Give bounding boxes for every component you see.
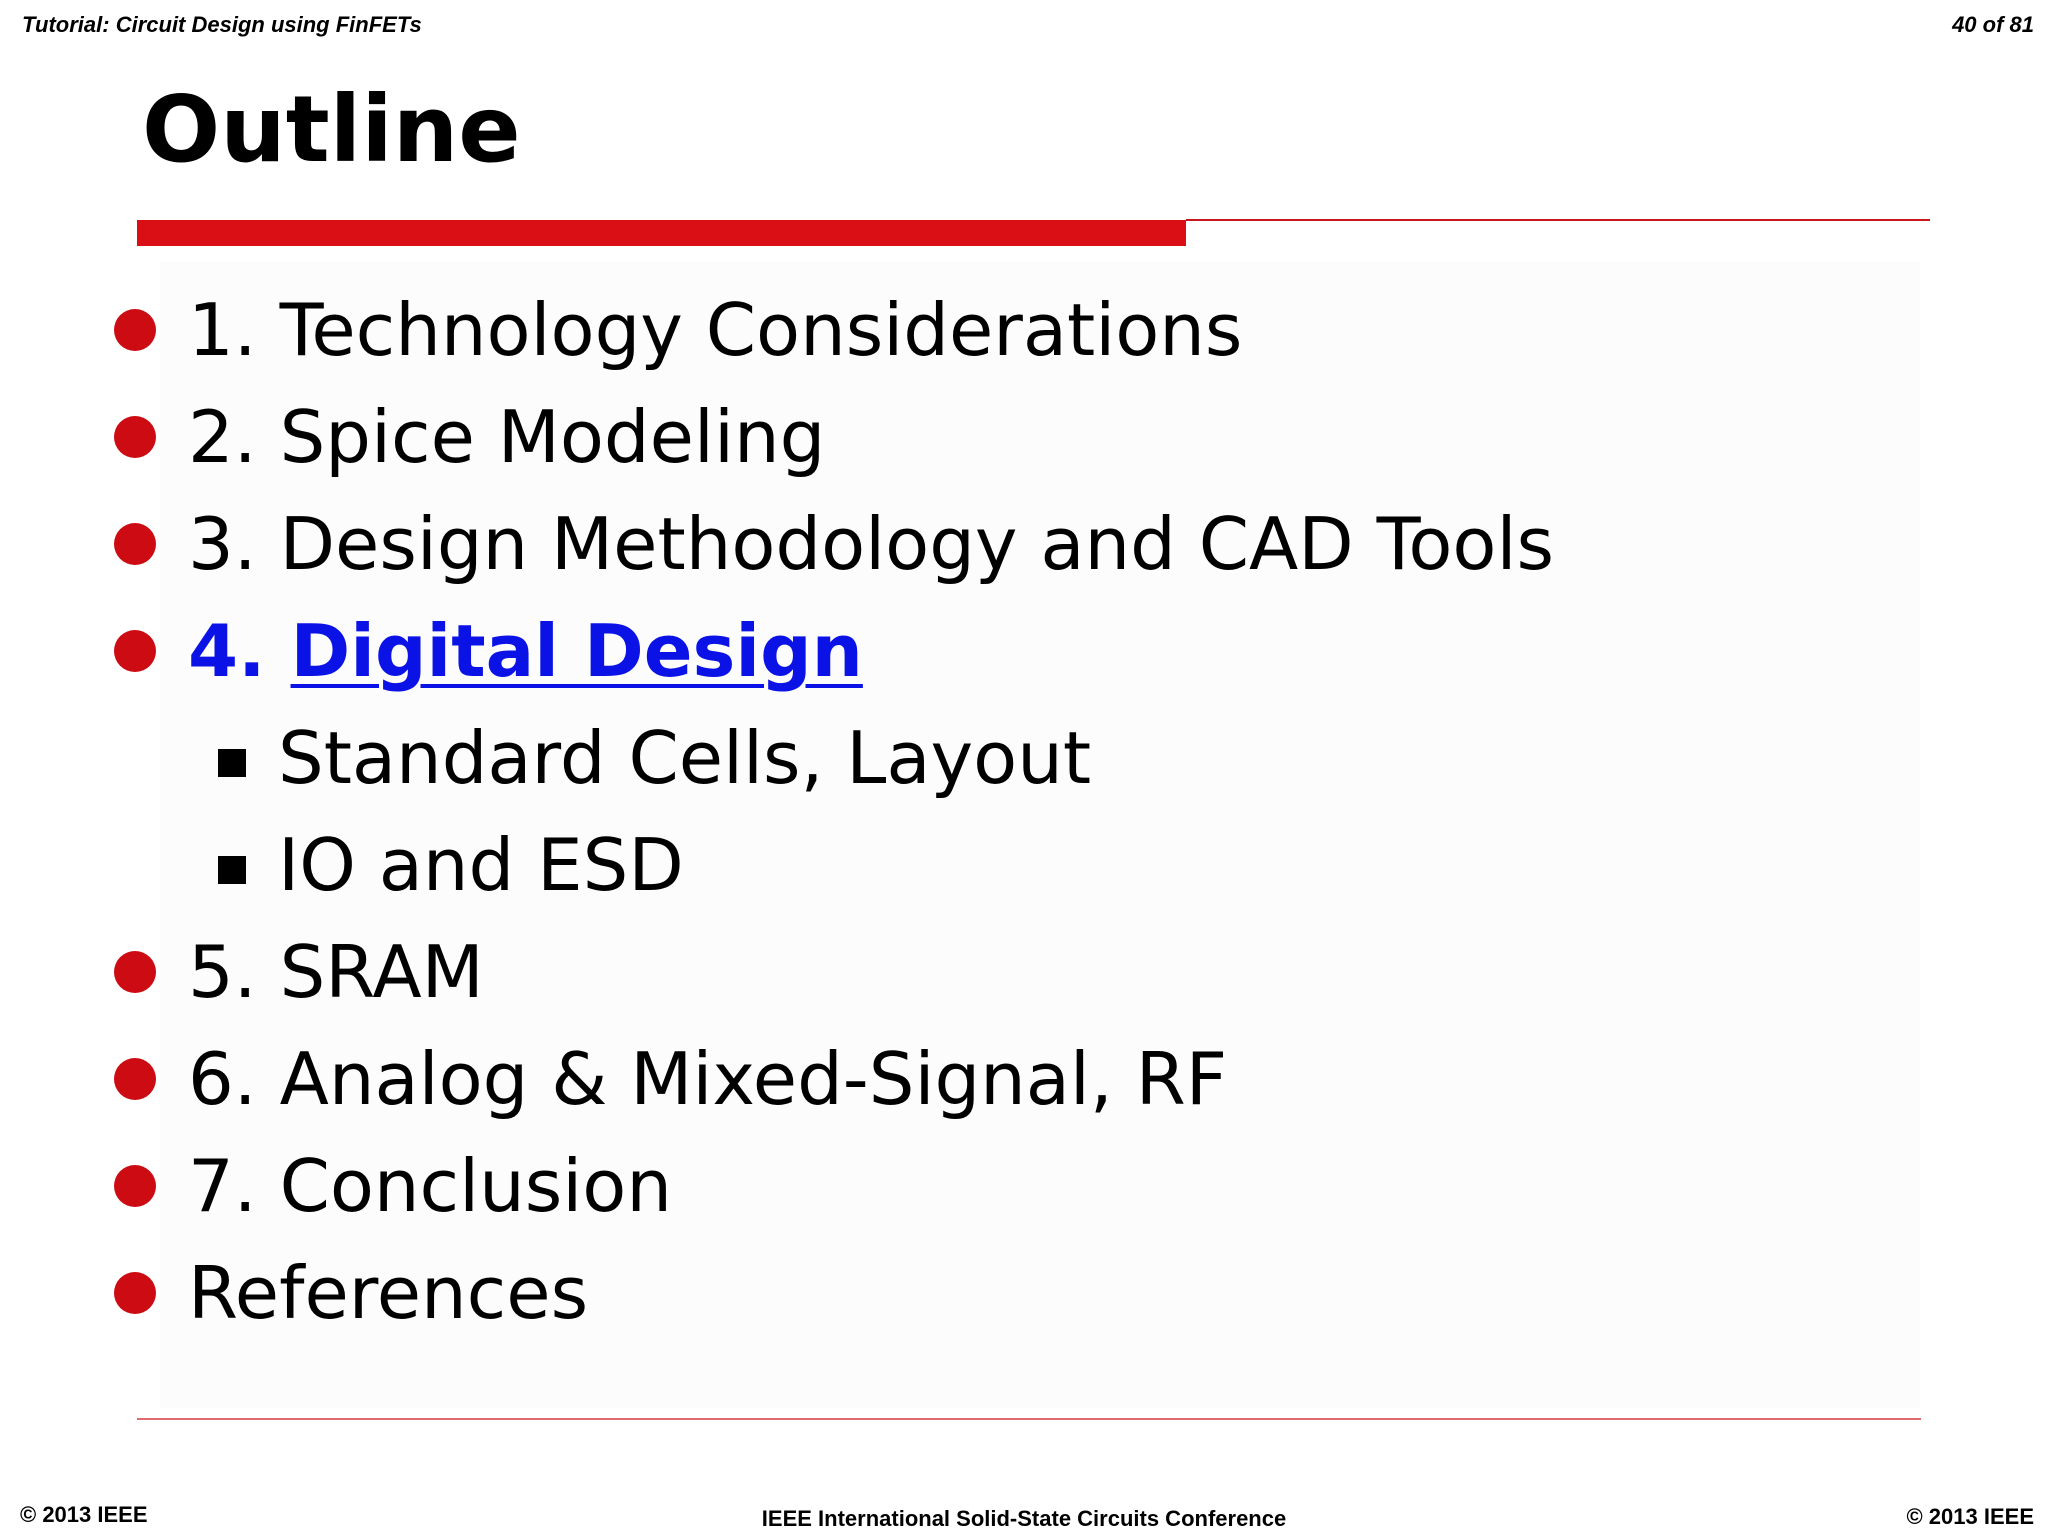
outline-item-methodology — [0, 499, 1900, 589]
outline-item-label: 1. Technology Considerations — [188, 288, 1243, 372]
bullet-square-icon — [218, 856, 246, 884]
outline-subitem-label: Standard Cells, Layout — [278, 716, 1092, 800]
outline-item-label-active — [188, 606, 863, 696]
page-indicator: 40 of 81 — [1952, 12, 2034, 37]
outline-item-technology — [0, 285, 1900, 375]
bullet-dot-icon — [114, 1058, 156, 1100]
outline-item-digital-design — [0, 606, 1900, 696]
bullet-dot-icon — [114, 1165, 156, 1207]
outline-item-sram — [0, 927, 1900, 1017]
outline-item-label: References — [188, 1251, 589, 1335]
outline-item-label: 6. Analog & Mixed-Signal, RF — [188, 1037, 1228, 1121]
outline-item-label: 3. Design Methodology and CAD Tools — [188, 502, 1554, 586]
outline-item-label: 2. Spice Modeling — [188, 395, 826, 479]
bullet-dot-icon — [114, 416, 156, 458]
bullet-dot-icon — [114, 951, 156, 993]
outline-item-analog — [0, 1034, 1900, 1124]
conference-name: IEEE International Solid-State Circuits Conference — [761, 1506, 1287, 1531]
outline-item-conclusion — [0, 1141, 1900, 1231]
bullet-dot-icon — [114, 1272, 156, 1314]
digital-design-link[interactable]: Digital Design — [290, 609, 863, 693]
bullet-dot-icon — [114, 309, 156, 351]
bullet-dot-icon — [114, 630, 156, 672]
outline-item-references — [0, 1248, 1900, 1338]
outline-subitem-io-esd — [0, 820, 1900, 910]
outline-item-label: 5. SRAM — [188, 930, 484, 1014]
footer-rule — [137, 1418, 1921, 1420]
outline-subitem-standard-cells — [0, 713, 1900, 803]
bullet-dot-icon — [114, 523, 156, 565]
outline-subitem-label: IO and ESD — [278, 823, 684, 907]
outline-item-label: 7. Conclusion — [188, 1144, 672, 1228]
tutorial-title: Tutorial: Circuit Design using FinFETs — [22, 12, 422, 37]
bullet-square-icon — [218, 749, 246, 777]
title-rule-thick — [137, 220, 1186, 246]
slide-title: Outline — [142, 76, 521, 183]
copyright-right: © 2013 IEEE — [1906, 1504, 2034, 1529]
outline-item-spice — [0, 392, 1900, 482]
active-item-number: 4. — [188, 609, 266, 693]
copyright-left: © 2013 IEEE — [20, 1502, 148, 1527]
title-rule-thin — [1186, 219, 1930, 221]
